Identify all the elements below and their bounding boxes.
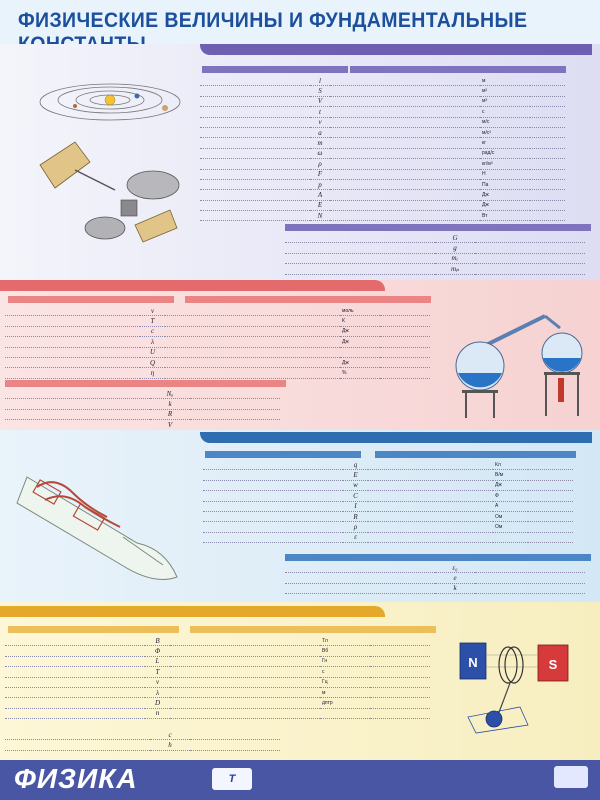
- electro-header: [200, 432, 592, 443]
- table-row: N Вт: [200, 211, 565, 221]
- molecular-col-unit: [185, 296, 431, 303]
- footer-note: [262, 773, 412, 785]
- mechanics-col-unit: [350, 66, 566, 73]
- table-row: c: [5, 730, 280, 740]
- svg-text:S: S: [548, 657, 558, 672]
- page-title: ФИЗИЧЕСКИЕ ВЕЛИЧИНЫ И ФУНДАМЕНТАЛЬНЫЕ: [18, 9, 528, 32]
- table-row: l м: [200, 76, 565, 86]
- magnet-and-coil-icon: [450, 625, 590, 735]
- table-row: E В/м: [203, 470, 573, 480]
- table-row: p Па: [200, 179, 565, 189]
- molecular-col-quantity: [8, 296, 174, 303]
- table-row: q Кл: [203, 460, 573, 470]
- electro-constants-table: [285, 563, 585, 594]
- table-row: t с: [200, 107, 565, 117]
- table-row: C Ф: [203, 491, 573, 501]
- molecular-table: [5, 306, 430, 379]
- optics-header: [0, 606, 385, 617]
- table-row: h: [5, 740, 280, 750]
- molecular-constants-header: [5, 380, 286, 387]
- table-row: E Дж: [200, 200, 565, 210]
- footer-brand: ФИЗИКА: [14, 763, 138, 794]
- table-row: m кг: [200, 138, 565, 148]
- svg-text:N: N: [468, 655, 478, 670]
- optics-col-unit: [190, 626, 436, 633]
- distillation-flask-icon: [450, 298, 590, 423]
- table-row: B Тл: [5, 636, 430, 646]
- title-bar: [0, 0, 600, 44]
- table-row: G: [285, 233, 585, 243]
- table-row: Φ Вб: [5, 646, 430, 656]
- table-row: ω рад/с: [200, 148, 565, 158]
- molecular-constants-table: [5, 389, 280, 431]
- optics-constants-table: [5, 730, 280, 751]
- table-row: R: [5, 409, 280, 419]
- optics-col-quantity: [8, 626, 179, 633]
- molecular-header: [0, 280, 385, 291]
- table-row: T с: [5, 667, 430, 677]
- table-row: e: [285, 573, 585, 583]
- electro-col-unit: [375, 451, 576, 458]
- table-row: R Ом: [203, 511, 573, 521]
- table-row: F Н: [200, 169, 565, 179]
- mechanics-constants-table: [285, 233, 585, 275]
- mechanics-col-quantity: [202, 66, 348, 73]
- table-row: a м/с²: [200, 127, 565, 137]
- electro-table: [203, 460, 573, 543]
- mechanics-constants-header: [285, 224, 591, 231]
- table-row: V м³: [200, 96, 565, 106]
- table-row: Q Дж: [5, 357, 430, 367]
- mechanics-header: [200, 44, 592, 55]
- table-row: ν Гц: [5, 677, 430, 687]
- table-row: mₑ: [285, 253, 585, 263]
- table-row: ε₀: [285, 563, 585, 573]
- table-row: g: [285, 243, 585, 253]
- electro-col-quantity: [205, 451, 361, 458]
- table-row: ρ Ом: [203, 522, 573, 532]
- table-row: η %: [5, 368, 430, 378]
- table-row: n: [5, 708, 430, 718]
- table-row: U: [5, 347, 430, 357]
- table-row: T К: [5, 316, 430, 326]
- table-row: I А: [203, 501, 573, 511]
- solar-system-and-satellite-icon: [25, 70, 195, 255]
- table-row: D дптр: [5, 698, 430, 708]
- table-row: c Дж: [5, 326, 430, 336]
- publisher-logo: Т: [212, 768, 252, 790]
- table-row: A Дж: [200, 190, 565, 200]
- publisher-badge: [554, 766, 588, 788]
- table-row: V: [5, 420, 280, 430]
- table-row: k: [5, 399, 280, 409]
- table-row: L Гн: [5, 656, 430, 666]
- electro-constants-header: [285, 554, 591, 561]
- table-row: Nₐ: [5, 389, 280, 399]
- table-row: w Дж: [203, 480, 573, 490]
- table-row: v м/с: [200, 117, 565, 127]
- table-row: ε: [203, 532, 573, 542]
- mechanics-table: [200, 76, 565, 221]
- table-row: ρ кг/м³: [200, 159, 565, 169]
- table-row: S м²: [200, 86, 565, 96]
- table-row: k: [285, 583, 585, 593]
- optics-table: [5, 636, 430, 719]
- table-row: mₚ: [285, 264, 585, 274]
- table-row: λ м: [5, 687, 430, 697]
- table-row: ν моль: [5, 306, 430, 316]
- electron-tube-icon: [15, 455, 185, 585]
- table-row: λ Дж: [5, 337, 430, 347]
